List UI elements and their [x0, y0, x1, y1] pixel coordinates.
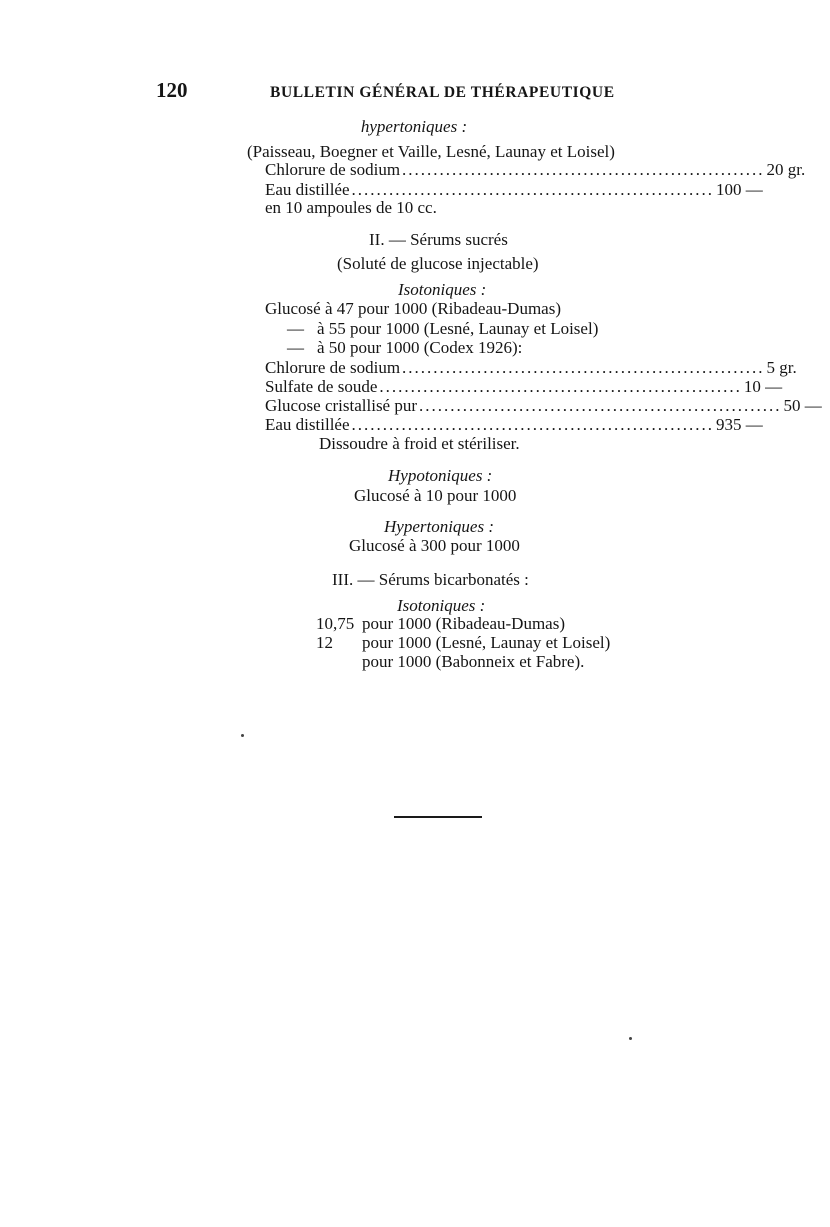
ingredient-quantity: 5 gr. — [766, 358, 797, 377]
end-rule — [394, 816, 482, 818]
ingredient-quantity: 10 — — [743, 377, 783, 396]
glucose-line — [287, 319, 598, 339]
ingredient-label: Eau distillée — [265, 180, 350, 199]
ditto-dash: — — [287, 338, 304, 357]
leader-dots: .......................................................... — [402, 160, 765, 179]
page-number: 120 — [156, 78, 188, 102]
bicarbonate-row — [316, 614, 565, 634]
section-2-subheading: (Soluté de glucose injectable) — [337, 254, 539, 273]
ampoule-note: en 10 ampoules de 10 cc. — [265, 198, 437, 217]
running-title: BULLETIN GÉNÉRAL DE THÉRAPEUTIQUE — [270, 84, 615, 101]
ingredient-quantity: 100 — — [716, 180, 763, 199]
glucose-line-text: à 50 pour 1000 (Codex 1926): — [317, 338, 523, 357]
concentration-value: 10,75 — [316, 614, 355, 633]
ingredient-row — [265, 415, 763, 435]
concentration-text: pour 1000 (Babonneix et Fabre). — [362, 652, 585, 671]
ingredient-quantity: 50 — — [783, 396, 822, 415]
ingredient-label: Glucose cristallisé pur — [265, 396, 418, 415]
ingredient-label: Eau distillée — [265, 415, 350, 434]
print-speck — [629, 1037, 632, 1040]
leader-dots: .......................................................... — [351, 180, 715, 199]
glucose-line — [287, 338, 522, 358]
glucose-line: Glucosé à 47 pour 1000 (Ribadeau-Dumas) — [265, 299, 562, 318]
concentration-value: 12 — [316, 633, 333, 652]
hypertonic-heading: Hypertoniques : — [384, 517, 495, 536]
ingredient-quantity: 935 — — [716, 415, 763, 434]
hypertonic-authors: (Paisseau, Boegner et Vaille, Lesné, Launay et Loisel) — [247, 142, 615, 161]
leader-dots: .......................................................... — [419, 396, 782, 415]
ingredient-row — [265, 180, 763, 200]
section-3-heading: III. — Sérums bicarbonatés : — [332, 570, 529, 589]
ingredient-label: Sulfate de soude — [265, 377, 378, 396]
hypotonic-heading: Hypotoniques : — [388, 466, 493, 485]
hypertonic-line: Glucosé à 300 pour 1000 — [349, 536, 520, 555]
leader-dots: .......................................................... — [379, 377, 742, 396]
bicarbonate-row — [316, 633, 610, 653]
isotonic-heading: Isotoniques : — [398, 280, 487, 299]
ditto-dash: — — [287, 319, 304, 338]
glucose-line-text: à 55 pour 1000 (Lesné, Launay et Loisel) — [317, 319, 599, 338]
ingredient-row — [265, 358, 797, 378]
ingredient-label: Chlorure de sodium — [265, 160, 401, 179]
ingredient-row — [265, 396, 822, 416]
print-speck — [241, 734, 244, 737]
hypotonic-line: Glucosé à 10 pour 1000 — [354, 486, 517, 505]
hypertonic-heading: hypertoniques : — [360, 117, 468, 136]
concentration-text: pour 1000 (Ribadeau-Dumas) — [362, 614, 566, 633]
preparation-instruction: Dissoudre à froid et stériliser. — [319, 434, 520, 453]
bicarbonate-row — [316, 652, 584, 672]
leader-dots: .......................................................... — [351, 415, 715, 434]
ingredient-label: Chlorure de sodium — [265, 358, 401, 377]
isotonic-heading: Isotoniques : — [397, 596, 486, 615]
section-2-heading-text: II. — Sérums sucrés — [369, 230, 508, 249]
ingredient-row — [265, 160, 806, 180]
section-2-heading — [369, 230, 508, 250]
ingredient-row — [265, 377, 783, 397]
ingredient-quantity: 20 gr. — [766, 160, 806, 179]
concentration-text: pour 1000 (Lesné, Launay et Loisel) — [362, 633, 611, 652]
leader-dots: .......................................................... — [402, 358, 765, 377]
